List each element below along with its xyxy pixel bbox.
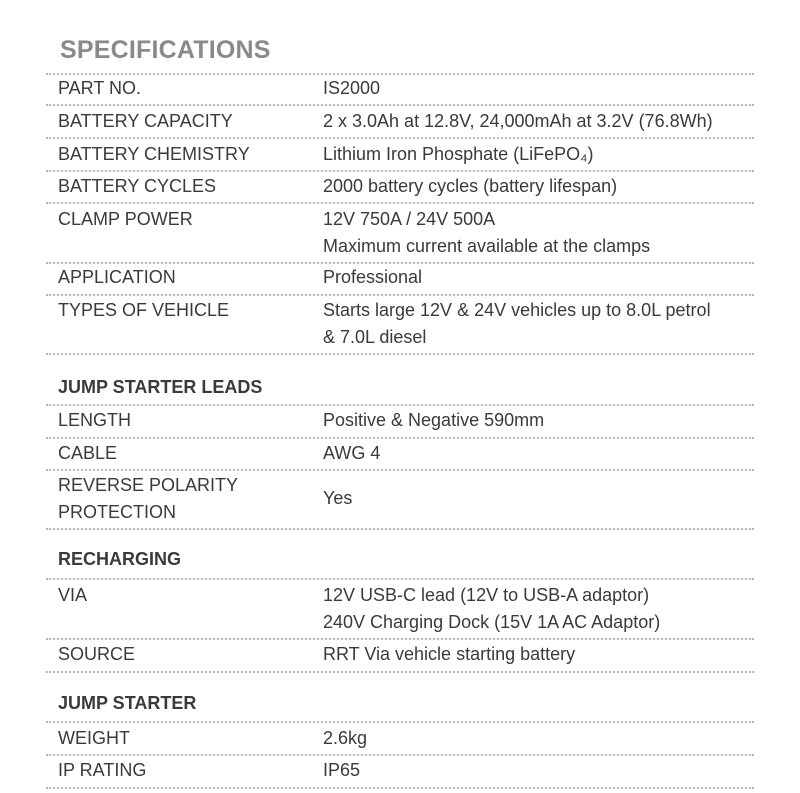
ip-rating-label: IP RATING <box>58 760 147 780</box>
types-of-vehicle-value-line1: Starts large 12V & 24V vehicles up to 8.0L petrol <box>323 300 711 320</box>
divider <box>46 721 754 723</box>
divider <box>46 137 754 139</box>
source-value: RRT Via vehicle starting battery <box>323 644 576 664</box>
section-heading-recharging: RECHARGING <box>58 549 182 569</box>
cable-label: CABLE <box>58 443 118 463</box>
section-heading-leads: JUMP STARTER LEADS <box>58 377 263 397</box>
types-of-vehicle-value-line2: & 7.0L diesel <box>323 327 427 347</box>
length-value: Positive & Negative 590mm <box>323 410 545 430</box>
cable-value: AWG 4 <box>323 443 381 463</box>
application-label: APPLICATION <box>58 267 176 287</box>
battery-cycles-label: BATTERY CYCLES <box>58 176 217 196</box>
reverse-polarity-value: Yes <box>323 488 353 508</box>
reverse-polarity-label-line2: PROTECTION <box>58 502 177 522</box>
divider <box>46 671 754 673</box>
reverse-polarity-label-line1: REVERSE POLARITY <box>58 475 239 495</box>
clamp-power-value-line2: Maximum current available at the clamps <box>323 236 651 256</box>
application-value: Professional <box>323 267 423 287</box>
part-no-value: IS2000 <box>323 78 381 98</box>
section-heading-jump-starter: JUMP STARTER <box>58 693 197 713</box>
divider <box>46 787 754 789</box>
divider <box>46 104 754 106</box>
page-title: SPECIFICATIONS <box>60 36 271 64</box>
divider <box>46 404 754 406</box>
divider <box>46 202 754 204</box>
divider <box>46 73 754 75</box>
via-label: VIA <box>58 585 88 605</box>
divider <box>46 578 754 580</box>
weight-value: 2.6kg <box>323 728 368 748</box>
battery-capacity-label: BATTERY CAPACITY <box>58 111 233 131</box>
divider <box>46 437 754 439</box>
via-value-line2: 240V Charging Dock (15V 1A AC Adaptor) <box>323 612 661 632</box>
battery-chemistry-label: BATTERY CHEMISTRY <box>58 144 250 164</box>
types-of-vehicle-label: TYPES OF VEHICLE <box>58 300 230 320</box>
battery-cycles-value: 2000 battery cycles (battery lifespan) <box>323 176 618 196</box>
divider <box>46 353 754 355</box>
divider <box>46 469 754 471</box>
divider <box>46 638 754 640</box>
weight-label: WEIGHT <box>58 728 130 748</box>
clamp-power-label: CLAMP POWER <box>58 209 193 229</box>
length-label: LENGTH <box>58 410 132 430</box>
clamp-power-value-line1: 12V 750A / 24V 500A <box>323 209 496 229</box>
battery-chemistry-value: Lithium Iron Phosphate (LiFePO₄) <box>323 144 594 164</box>
divider <box>46 528 754 530</box>
battery-capacity-value: 2 x 3.0Ah at 12.8V, 24,000mAh at 3.2V (76.8Wh) <box>323 111 713 131</box>
divider <box>46 754 754 756</box>
ip-rating-value: IP65 <box>323 760 361 780</box>
source-label: SOURCE <box>58 644 136 664</box>
part-no-label: PART NO. <box>58 78 142 98</box>
divider <box>46 294 754 296</box>
via-value-line1: 12V USB-C lead (12V to USB-A adaptor) <box>323 585 650 605</box>
divider <box>46 170 754 172</box>
